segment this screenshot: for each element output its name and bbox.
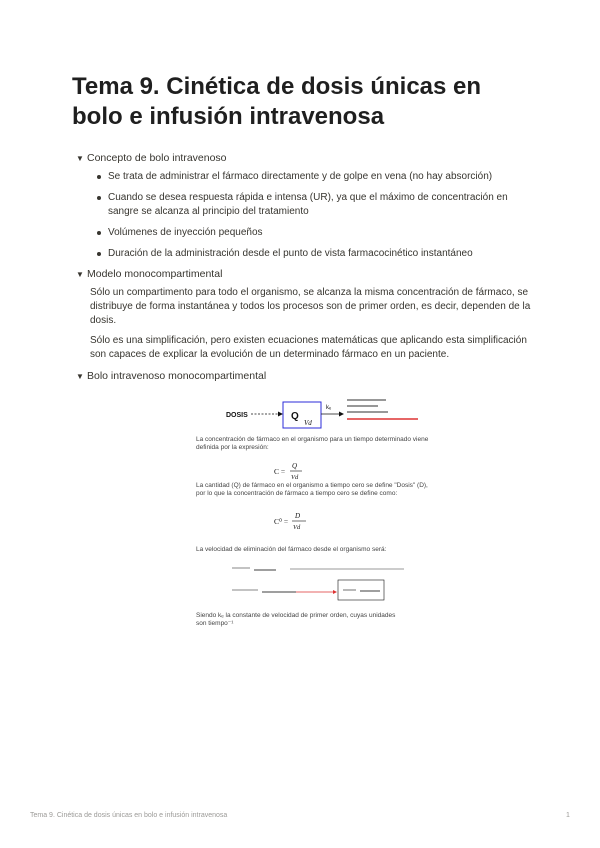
page-title: Tema 9. Cinética de dosis únicas en bolo e infusión intravenosa [72, 73, 482, 130]
triangle-down-icon[interactable]: ▼ [76, 154, 84, 163]
eq1-denominator: Vd [291, 474, 299, 481]
differential-equations [232, 568, 404, 600]
list-item: Se trata de administrar el fármaco directamente y de golpe en vena (no hay absorción) [94, 170, 534, 184]
toggle-concepto-bolo[interactable] [76, 152, 227, 164]
toggle-heading: Modelo monocompartimental [87, 268, 223, 280]
triangle-down-icon[interactable]: ▼ [76, 270, 84, 279]
eq1-lhs: C = [274, 467, 286, 476]
eq2-lhs: C⁰ = [274, 517, 289, 526]
eq2-denominator: Vd [293, 524, 301, 531]
list-item: Duración de la administración desde el punto de vista farmacocinético instantáneo [94, 247, 534, 261]
toggle-heading: Concepto de bolo intravenoso [87, 152, 227, 164]
compartment-diagram [196, 392, 432, 644]
bullet-list [94, 170, 534, 268]
vd-label: Vd [304, 419, 312, 427]
figure-text-4: Siendo kₑ la constante de velocidad de primer orden, cuyas unidades son tiempo⁻¹ [196, 612, 396, 627]
embedded-figure [196, 392, 432, 644]
paragraph: Sólo es una simplificación, pero existen ecuaciones matemáticas que aplicando esta simplificación son capaces de explicar la evolución de un determinado fármaco en un paciente. [90, 335, 527, 360]
eq1-numerator: Q [292, 462, 298, 470]
figure-text-1: La concentración de fármaco en el organismo para un tiempo determinado viene definida por la expresión: [196, 436, 429, 451]
compartment-box [283, 402, 321, 428]
figure-text-3: La velocidad de eliminación del fármaco desde el organismo será: [196, 546, 387, 553]
triangle-down-icon[interactable]: ▼ [76, 372, 84, 381]
figure-text-2: La cantidad (Q) de fármaco en el organismo a tiempo cero se define "Dosis" (D), por lo que la concentración de fármaco a tiempo cero se define como: [196, 482, 428, 497]
eq2-numerator: D [295, 512, 301, 520]
paragraph: Sólo un compartimento para todo el organismo, se alcanza la misma concentración de fármaco, se distribuye de forma instantánea y todos los procesos son de primer orden, es decir, dependen de la dosis. [90, 287, 531, 326]
toggle-bolo-intravenoso-mono[interactable] [76, 370, 266, 382]
list-item: Volúmenes de inyección pequeños [94, 226, 534, 240]
toggle-heading: Bolo intravenoso monocompartimental [87, 370, 267, 382]
q-label: Q [291, 411, 299, 422]
list-item: Cuando se desea respuesta rápida e intensa (UR), ya que el máximo de concentración en sangre se alcanza al principio del tratamiento [94, 191, 534, 219]
page-number: 1 [566, 812, 570, 819]
footer-title: Tema 9. Cinética de dosis únicas en bolo e infusión intravenosa [30, 812, 228, 819]
toggle-modelo-monocompartimental[interactable] [76, 268, 222, 280]
dosis-label: DOSIS [226, 412, 248, 419]
ke-label: kₑ [326, 405, 332, 411]
